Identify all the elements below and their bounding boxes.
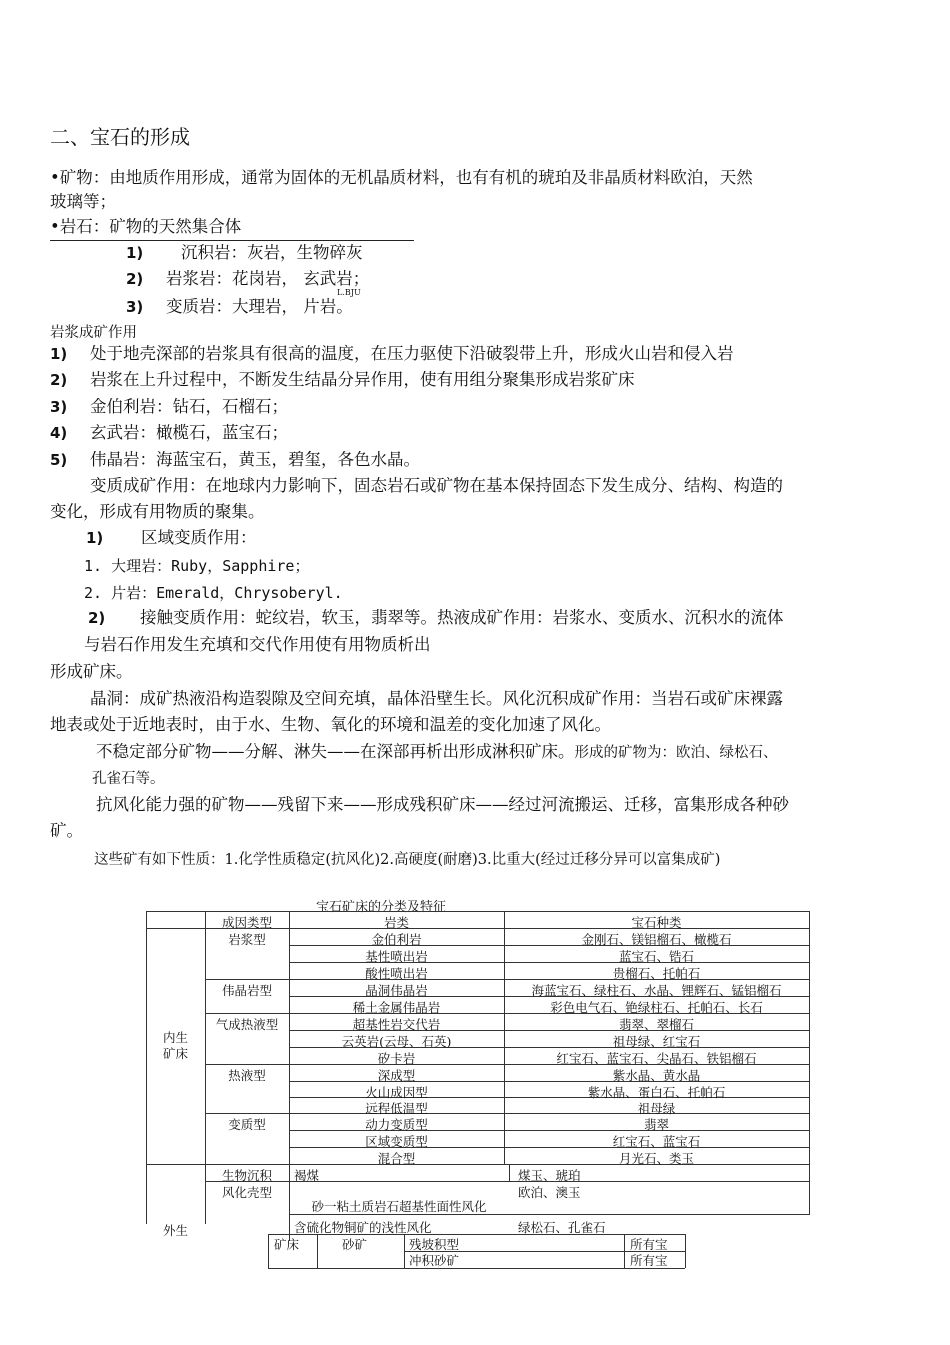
group-pneumatolytic: 气成热液型 — [215, 1017, 279, 1032]
rock-type-number: 1) — [126, 244, 144, 262]
magma-item-text: 伟晶岩：海蓝宝石，黄玉，碧玺，各色水晶。 — [90, 450, 420, 469]
magma-section-title: 岩浆成矿作用 — [50, 325, 137, 341]
mineral-paragraph-line1: •矿物：由地质作用形成，通常为固体的无机晶质材料，也有有机的琥珀及非晶质材料欧泊，天然 — [50, 168, 753, 187]
metamorphic-paragraph-line1: 变质成矿作用：在地球内力影响下，固态岩石或矿物在基本保持固态下发生成分、结构、构造的 — [90, 476, 783, 495]
row-gem: 月光石、类玉 — [618, 1151, 694, 1166]
magma-item-number: 2) — [50, 371, 68, 389]
row-rock: 动力变质型 — [365, 1117, 428, 1132]
row-rock: 超基性岩交代岩 — [352, 1017, 441, 1032]
row-rock: 云英岩(云母、石英) — [341, 1034, 452, 1049]
row-rock: 矽卡岩 — [377, 1051, 416, 1066]
group-hydrothermal: 热液型 — [228, 1068, 266, 1083]
row-gem: 祖母绿 — [637, 1101, 676, 1116]
placer-residual: 残坡积型 — [409, 1237, 460, 1252]
header-rock-type: 岩类 — [383, 915, 409, 930]
unstable-text-a: 不稳定部分矿物——分解、淋失——在深部再析出形成淋积矿床。 — [96, 742, 575, 761]
regional-text: 区域变质作用： — [141, 528, 257, 547]
row-rock: 深成型 — [377, 1068, 416, 1083]
metamorphic-paragraph-line2: 变化，形成有用物质的聚集。 — [50, 502, 265, 521]
lignite-rock: 褐煤 — [294, 1168, 320, 1183]
weathering-gem: 欧泊、澳玉 — [518, 1185, 581, 1200]
row-gem: 金刚石、镁铝榴石、橄榄石 — [581, 932, 732, 947]
row-rock: 火山成因型 — [365, 1085, 428, 1100]
geode-paragraph-line2: 地表或处于近地表时，由于水、生物、氧化的环境和温差的变化加速了风化。 — [50, 715, 611, 734]
magma-item — [50, 394, 288, 420]
row-gem: 红宝石、蓝宝石、尖晶石、铁铝榴石 — [556, 1051, 757, 1066]
magma-item-text: 玄武岩：橄榄石，蓝宝石； — [90, 423, 288, 442]
row-rock: 混合型 — [377, 1151, 416, 1166]
group-weathering: 风化壳型 — [221, 1185, 272, 1200]
group-pegmatite: 伟晶岩型 — [221, 983, 272, 998]
unstable-paragraph-line1 — [96, 739, 778, 766]
rock-type-number: 2) — [126, 270, 144, 288]
copper-rock: 含硫化物铜矿的浅性风化 — [294, 1220, 432, 1235]
magma-item-text: 处于地壳深部的岩浆具有很高的温度，在压力驱使下沿破裂带上升，形成火山岩和侵入岩 — [90, 344, 734, 363]
row-gem: 翡翠 — [643, 1117, 669, 1132]
rock-type-text: 变质岩：大理岩， 片岩。 — [166, 297, 353, 316]
row-gem: 紫水晶、蛋白石、托帕石 — [587, 1085, 726, 1100]
row-gem: 紫水晶、黄水晶 — [612, 1068, 701, 1083]
placer-all-gems-1: 所有宝 — [630, 1237, 668, 1252]
rock-type-number: 3) — [126, 298, 144, 316]
placer-deposit: 矿床 — [274, 1237, 300, 1252]
magma-item-number: 5) — [50, 451, 68, 469]
contact-text: 接触变质作用：蛇纹岩，软玉，翡翠等。热液成矿作用：岩浆水、变质水、沉积水的流体 — [140, 608, 784, 627]
row-rock: 基性喷出岩 — [365, 949, 428, 964]
group-biogenic: 生物沉积 — [221, 1168, 272, 1183]
rock-type-item — [126, 294, 353, 320]
magma-item-number: 1) — [50, 345, 68, 363]
placer-all-gems-2: 所有宝 — [630, 1253, 668, 1268]
row-gem: 贵榴石、托帕石 — [612, 966, 701, 981]
row-rock: 酸性喷出岩 — [365, 966, 428, 981]
header-cause-type: 成因类型 — [221, 915, 272, 930]
properties-paragraph: 这些矿有如下性质：1.化学性质稳定(抗风化)2.高硬度(耐磨)3.比重大(经过迁移分异可以富集成矿) — [94, 852, 721, 868]
contact-line2: 与岩石作用发生充填和交代作用使有用物质析出 — [84, 635, 431, 654]
row-rock: 远程低温型 — [365, 1101, 428, 1116]
geode-paragraph-line1: 晶洞：成矿热液沿构造裂隙及空间充填，晶体沿壁生长。风化沉积成矿作用：当岩石或矿床裸露 — [90, 689, 783, 708]
row-rock: 区域变质型 — [365, 1134, 428, 1149]
rock-type-text: 岩浆岩：花岗岩， 玄武岩； — [166, 269, 370, 288]
copper-gem: 绿松石、孔雀石 — [518, 1220, 606, 1235]
rock-definition: •岩石：矿物的天然集合体 — [50, 214, 414, 241]
rock-type-item — [126, 266, 369, 292]
magma-item — [50, 367, 635, 393]
row-gem: 海蓝宝石、绿柱石、水晶、锂辉石、锰铝榴石 — [531, 983, 782, 998]
row-rock: 稀土金属伟晶岩 — [352, 1000, 441, 1015]
row-rock: 金伯利岩 — [371, 932, 422, 947]
magma-item-number: 3) — [50, 398, 68, 416]
magma-item — [50, 341, 734, 367]
row-gem: 彩色电气石、铯绿柱石、托帕石、长石 — [550, 1000, 763, 1015]
weathering-rock: 砂一粘土质岩石超基性面性风化 — [311, 1199, 487, 1214]
mineral-paragraph-line2: 玻璃等； — [50, 192, 116, 211]
contact-line3: 形成矿床。 — [50, 662, 133, 681]
row-gem: 蓝宝石、锆石 — [618, 949, 694, 964]
page-title: 二、宝石的形成 — [50, 125, 190, 149]
row-gem: 祖母绿、红宝石 — [612, 1034, 701, 1049]
endogenic-label: 内生矿床 — [162, 1030, 188, 1061]
magma-item-number: 4) — [50, 424, 68, 442]
regional-number: 1) — [86, 529, 104, 547]
magma-item-text: 金伯利岩：钻石，石榴石； — [90, 397, 288, 416]
group-metamorphic: 变质型 — [228, 1117, 266, 1132]
resist-paragraph-line2: 矿。 — [50, 821, 83, 840]
unstable-text-b: 形成的矿物为：欧泊、绿松石、 — [574, 745, 778, 761]
row-gem: 翡翠、翠榴石 — [618, 1017, 694, 1032]
rock-type-text: 沉积岩：灰岩，生物碎灰 — [181, 243, 363, 262]
magma-item — [50, 447, 420, 473]
row-gem: 红宝石、蓝宝石 — [612, 1134, 701, 1149]
magma-item — [50, 420, 288, 446]
placer-alluvial: 冲积砂矿 — [409, 1253, 460, 1268]
tiny-note: L.BJU — [337, 288, 361, 297]
lignite-gem: 煤玉、琥珀 — [518, 1168, 581, 1183]
rock-type-item — [126, 240, 363, 266]
schist-item: 2. 片岩：Emerald，Chrysoberyl. — [84, 584, 343, 602]
marble-item: 1. 大理岩：Ruby，Sapphire； — [84, 557, 310, 575]
contact-number: 2) — [88, 609, 106, 627]
resist-paragraph-line1: 抗风化能力强的矿物——残留下来——形成残积矿床——经过河流搬运、迁移，富集形成各种砂 — [96, 795, 789, 814]
exogenic-label: 外生 — [162, 1223, 188, 1238]
table-caption: 宝石矿床的分类及特征 — [316, 900, 447, 915]
group-magma: 岩浆型 — [228, 932, 266, 947]
row-rock: 晶洞伟晶岩 — [365, 983, 428, 998]
contact-metamorphism — [88, 605, 784, 631]
unstable-paragraph-line2: 孔雀石等。 — [92, 771, 165, 787]
regional-metamorphism — [86, 525, 257, 551]
header-gem-type: 宝石种类 — [631, 915, 682, 930]
placer-sand: 砂矿 — [342, 1237, 368, 1252]
magma-item-text: 岩浆在上升过程中，不断发生结晶分异作用，使有用组分聚集形成岩浆矿床 — [90, 370, 635, 389]
